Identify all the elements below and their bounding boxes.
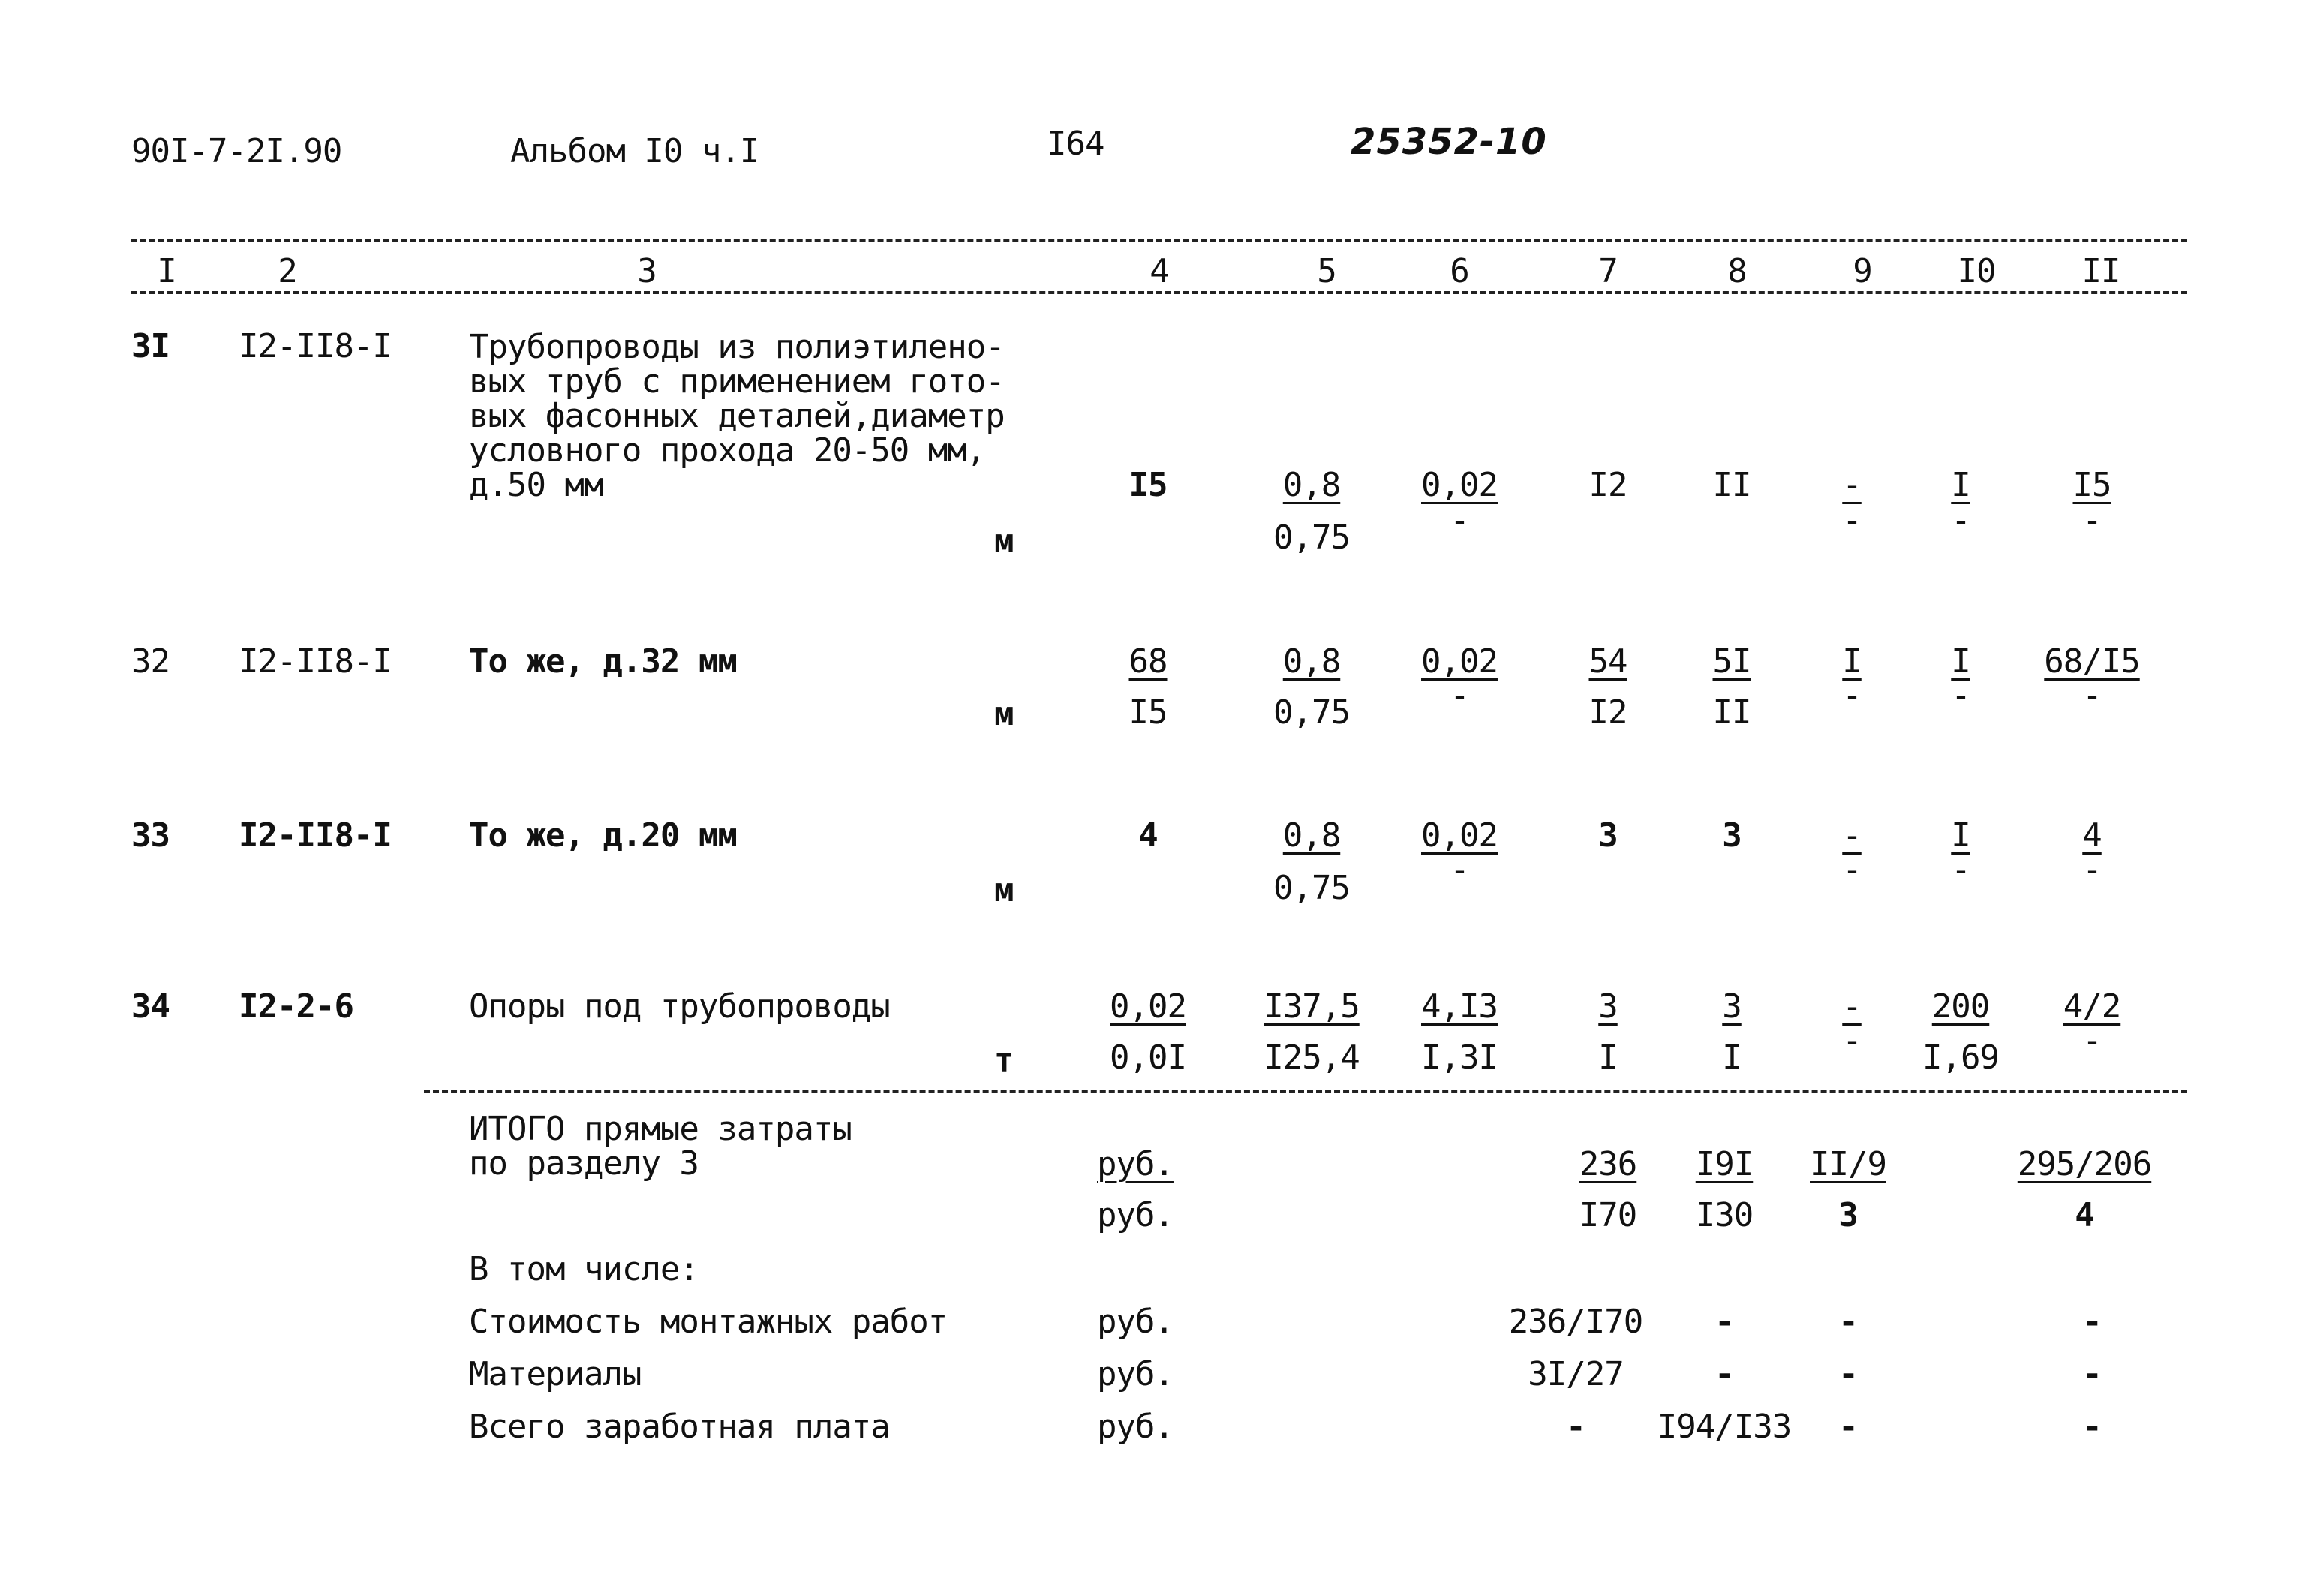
totals-c7-top: 236 bbox=[1579, 1145, 1637, 1183]
cell-c6-top: 0,02 bbox=[1421, 642, 1498, 681]
breakdown-unit: руб. bbox=[1097, 1355, 1174, 1393]
cell-c7-top: 54 bbox=[1588, 642, 1627, 681]
cell-c8-bottom: II bbox=[1712, 693, 1751, 732]
breakdown-unit: руб. bbox=[1097, 1303, 1174, 1341]
cell-c9-bottom: - bbox=[1842, 676, 1862, 714]
row-description: То же, д.20 мм bbox=[469, 816, 737, 855]
totals-c11-top: 295/206 bbox=[2017, 1145, 2152, 1183]
header-top-divider bbox=[131, 239, 2187, 242]
cell-c11-top: 4/2 bbox=[2063, 987, 2121, 1026]
unit: м bbox=[994, 871, 1014, 909]
cell-c10-bottom: I,69 bbox=[1922, 1038, 1999, 1077]
cell-c11-top: 68/I5 bbox=[2044, 642, 2140, 681]
row-description: Опоры под трубопроводы bbox=[469, 987, 890, 1026]
cell-c5-bottom: 0,75 bbox=[1273, 869, 1350, 907]
description-line: Трубопроводы из полиэтилено- bbox=[469, 328, 1005, 366]
breakdown-unit: руб. bbox=[1097, 1408, 1174, 1446]
column-header-8: 8 bbox=[1727, 252, 1747, 290]
breakdown-label: Материалы bbox=[469, 1355, 642, 1393]
totals-c9-top: II/9 bbox=[1810, 1145, 1886, 1183]
row-description: То же, д.32 мм bbox=[469, 642, 737, 681]
cell-c10-bottom: - bbox=[1951, 851, 1970, 889]
album-label: Альбом I0 ч.I bbox=[510, 132, 759, 170]
row-number: 3I bbox=[131, 327, 170, 365]
breakdown-title: В том числе: bbox=[469, 1250, 699, 1288]
unit: т bbox=[994, 1041, 1014, 1080]
row-description bbox=[469, 330, 1005, 503]
cell-c7-top: I2 bbox=[1588, 466, 1627, 504]
cell-c11-bottom: - bbox=[2082, 1022, 2102, 1060]
cell-c9-bottom: - bbox=[1842, 1022, 1862, 1060]
cell-c11-bottom: - bbox=[2082, 501, 2102, 540]
cell-c6-bottom: I,3I bbox=[1421, 1038, 1498, 1077]
norm-code: I2-2-6 bbox=[239, 987, 353, 1026]
description-line: вых труб с применением гото- bbox=[469, 362, 1005, 401]
cell-c8-top: 3 bbox=[1722, 987, 1742, 1026]
column-header-9: 9 bbox=[1853, 252, 1872, 290]
totals-c8-top: I9I bbox=[1695, 1145, 1754, 1183]
cell-c8-bottom: I bbox=[1722, 1038, 1742, 1077]
cell-c5-top: 0,8 bbox=[1282, 466, 1341, 504]
cell-c9-top: - bbox=[1842, 987, 1862, 1026]
totals-c9-bottom: 3 bbox=[1838, 1196, 1858, 1234]
totals-c7-bottom: I70 bbox=[1579, 1196, 1637, 1234]
totals-label bbox=[469, 1112, 852, 1181]
cell-c4-bottom: I5 bbox=[1128, 693, 1168, 732]
breakdown-value-c9: - bbox=[1838, 1408, 1858, 1446]
cell-c11-bottom: - bbox=[2082, 851, 2102, 889]
cell-c5-bottom: 0,75 bbox=[1273, 693, 1350, 732]
cell-c4-top: 4 bbox=[1138, 816, 1158, 855]
cell-c4-bottom: 0,0I bbox=[1110, 1038, 1186, 1077]
totals-unit-bottom: руб. bbox=[1097, 1196, 1174, 1234]
breakdown-label: Всего заработная плата bbox=[469, 1408, 890, 1446]
row-number: 33 bbox=[131, 816, 170, 855]
description-line: вых фасонных деталей,диаметр bbox=[469, 397, 1005, 435]
description-line: условного прохода 20-50 мм, bbox=[469, 431, 986, 470]
page-number: I64 bbox=[1047, 125, 1104, 163]
totals-divider bbox=[424, 1090, 2187, 1093]
cell-c9-bottom: - bbox=[1842, 501, 1862, 540]
unit: м bbox=[994, 695, 1014, 733]
cell-c11-top: 4 bbox=[2082, 816, 2102, 855]
cell-c6-top: 0,02 bbox=[1421, 816, 1498, 855]
cell-c6-top: 0,02 bbox=[1421, 466, 1498, 504]
cell-c8-top: 3 bbox=[1722, 816, 1742, 855]
cell-c11-bottom: - bbox=[2082, 676, 2102, 714]
cell-c7-top: 3 bbox=[1598, 816, 1618, 855]
cell-c6-bottom: - bbox=[1450, 676, 1469, 714]
cell-c10-top: I bbox=[1951, 466, 1970, 504]
cell-c9-top: I bbox=[1842, 642, 1862, 681]
cell-c6-bottom: - bbox=[1450, 501, 1469, 540]
norm-code: I2-II8-I bbox=[239, 327, 392, 365]
cell-c7-bottom: I bbox=[1598, 1038, 1618, 1077]
totals-c8-bottom: I30 bbox=[1695, 1196, 1754, 1234]
cell-c10-top: I bbox=[1951, 642, 1970, 681]
unit: м bbox=[994, 522, 1014, 561]
header-bottom-divider bbox=[131, 291, 2187, 294]
column-header-2: 2 bbox=[278, 252, 297, 290]
breakdown-value-c11: - bbox=[2082, 1408, 2102, 1446]
column-header-6: 6 bbox=[1450, 252, 1469, 290]
cell-c10-top: I bbox=[1951, 816, 1970, 855]
breakdown-value-c9: - bbox=[1838, 1303, 1858, 1341]
row-number: 34 bbox=[131, 987, 170, 1026]
cell-c7-top: 3 bbox=[1598, 987, 1618, 1026]
cell-c11-top: I5 bbox=[2072, 466, 2111, 504]
cell-c6-bottom: - bbox=[1450, 851, 1469, 889]
cell-c5-top: 0,8 bbox=[1282, 642, 1341, 681]
cell-c5-bottom: I25,4 bbox=[1264, 1038, 1360, 1077]
cell-c4-top: 0,02 bbox=[1110, 987, 1186, 1026]
totals-label-line: ИТОГО прямые затраты bbox=[469, 1110, 852, 1148]
column-header-1: I bbox=[157, 252, 176, 290]
column-header-11: II bbox=[2081, 252, 2120, 290]
cell-c8-top: 5I bbox=[1712, 642, 1751, 681]
document-code: 90I-7-2I.90 bbox=[131, 132, 342, 170]
cell-c4-top: I5 bbox=[1128, 466, 1168, 504]
cell-c5-top: I37,5 bbox=[1264, 987, 1360, 1026]
cell-c9-top: - bbox=[1842, 466, 1862, 504]
column-header-10: I0 bbox=[1957, 252, 1996, 290]
cell-c8-top: II bbox=[1712, 466, 1751, 504]
cell-c10-bottom: - bbox=[1951, 501, 1970, 540]
totals-label-line: по разделу 3 bbox=[469, 1144, 699, 1183]
breakdown-value-c9: - bbox=[1838, 1355, 1858, 1393]
breakdown-value-c8: - bbox=[1714, 1303, 1734, 1341]
description-line: д.50 мм bbox=[469, 466, 603, 504]
breakdown-value-c8: - bbox=[1714, 1355, 1734, 1393]
norm-code: I2-II8-I bbox=[239, 816, 392, 855]
totals-c11-bottom: 4 bbox=[2075, 1196, 2094, 1234]
breakdown-value-c7: - bbox=[1566, 1408, 1585, 1446]
column-header-7: 7 bbox=[1598, 252, 1618, 290]
cell-c5-top: 0,8 bbox=[1282, 816, 1341, 855]
row-number: 32 bbox=[131, 642, 170, 681]
handwritten-doc-number: 25352-10 bbox=[1351, 121, 1547, 163]
norm-code: I2-II8-I bbox=[239, 642, 392, 681]
cell-c10-bottom: - bbox=[1951, 676, 1970, 714]
totals-unit-top: руб. bbox=[1097, 1145, 1174, 1183]
breakdown-value-c8: I94/I33 bbox=[1657, 1408, 1792, 1446]
cell-c6-top: 4,I3 bbox=[1421, 987, 1498, 1026]
breakdown-value-c7: 236/I70 bbox=[1508, 1303, 1643, 1341]
breakdown-value-c11: - bbox=[2082, 1303, 2102, 1341]
cell-c5-bottom: 0,75 bbox=[1273, 518, 1350, 557]
cell-c4-top: 68 bbox=[1128, 642, 1168, 681]
cell-c9-top: - bbox=[1842, 816, 1862, 855]
breakdown-value-c11: - bbox=[2082, 1355, 2102, 1393]
column-header-4: 4 bbox=[1149, 252, 1169, 290]
column-header-5: 5 bbox=[1317, 252, 1336, 290]
breakdown-label: Стоимость монтажных работ bbox=[469, 1303, 948, 1341]
breakdown-value-c7: 3I/27 bbox=[1528, 1355, 1624, 1393]
cell-c9-bottom: - bbox=[1842, 851, 1862, 889]
column-header-3: 3 bbox=[637, 252, 657, 290]
cell-c7-bottom: I2 bbox=[1588, 693, 1627, 732]
cell-c10-top: 200 bbox=[1931, 987, 1990, 1026]
